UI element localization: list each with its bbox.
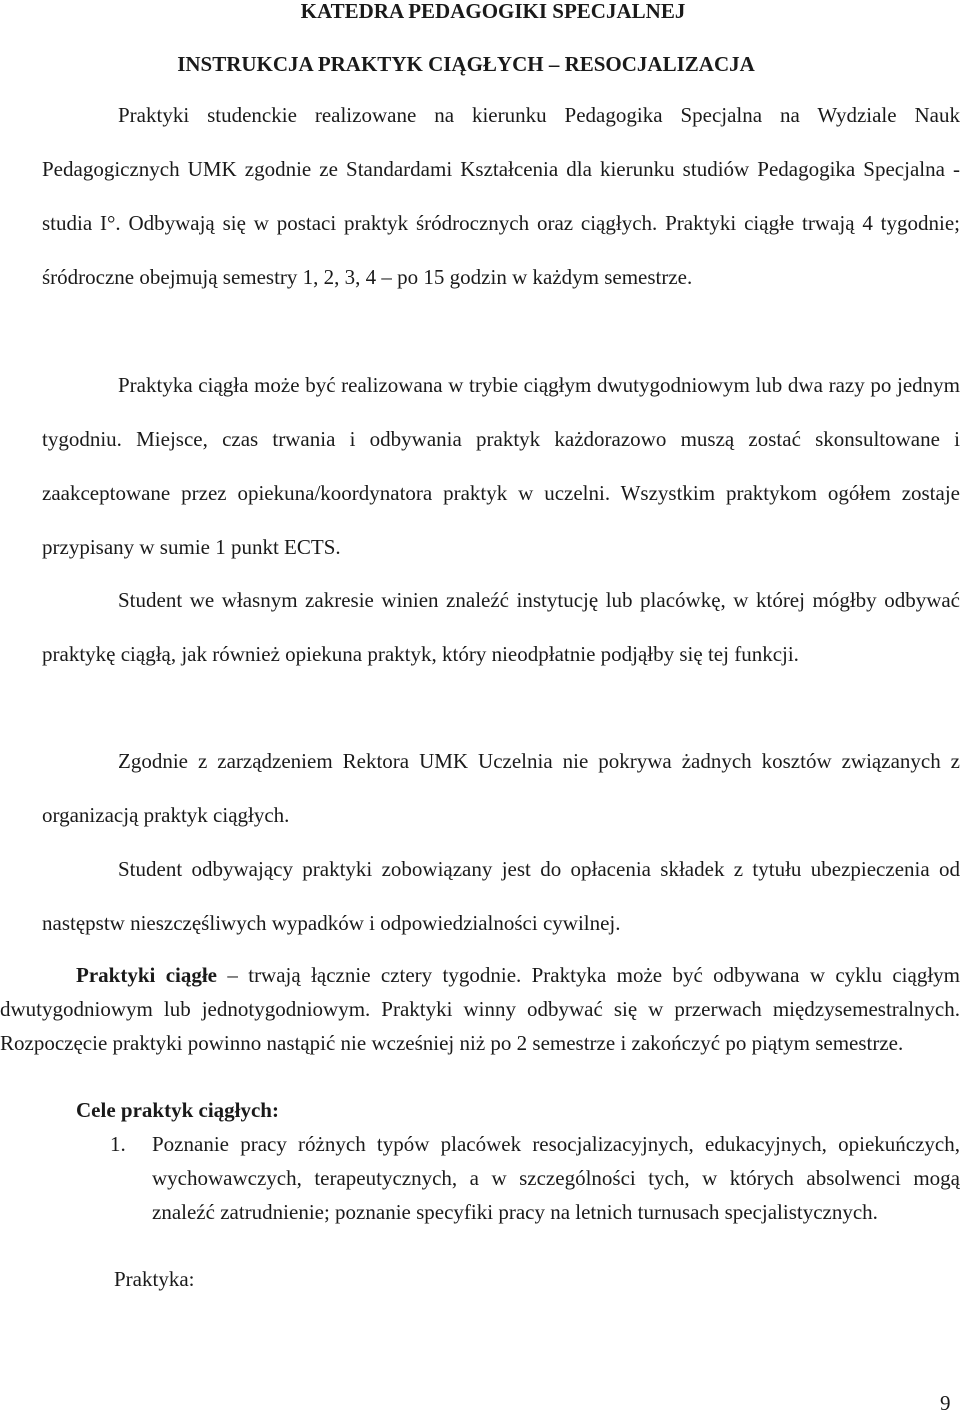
continuous-practice-text: – trwają łącznie cztery tygodnie. Praktyka może być odbywana w cyklu ciągłym dwutygodniowym lub jednotygodniowym. Praktyki winny odbywać się w przerwach międzysemestralnych. Rozpoczęcie praktyki powinno nastąpić nie wcześniej niż po 2 semestrze i zakończyć po piątym semestrze. — [0, 963, 960, 1055]
practice-label: Praktyka: — [114, 1267, 195, 1291]
goals-heading: Cele praktyk ciągłych: — [76, 1098, 279, 1122]
document-title: INSTRUKCJA PRAKTYK CIĄGŁYCH – RESOCJALIZACJA — [177, 52, 755, 76]
insurance-paragraph: Student odbywający praktyki zobowiązany jest do opłacenia składek z tytułu ubezpieczenia od następstw nieszczęśliwych wypadków i odpowiedzialności cywilnej. — [42, 857, 960, 935]
continuous-practice-paragraph — [0, 958, 960, 1060]
institution-paragraph: Student we własnym zakresie winien znaleźć instytucję lub placówkę, w której mógłby odbywać praktykę ciągłą, jak również opiekuna praktyk, który nieodpłatnie podjąłby się tej funkcji. — [42, 588, 960, 666]
list-item-text: Poznanie pracy różnych typów placówek resocjalizacyjnych, edukacyjnych, opiekuńczych, wychowawczych, terapeutycznych, a w szczególności tych, w których absolwenci mogą znaleźć zatrudnienie; poznanie specyfiki pracy na letnich turnusach specjalistycznych. — [152, 1132, 960, 1224]
intro-paragraph: Praktyki studenckie realizowane na kierunku Pedagogika Specjalna na Wydziale Nauk Pedagogicznych UMK zgodnie ze Standardami Kształcenia dla kierunku studiów Pedagogika Specjalna - studia I°. Odbywają się w postaci praktyk śródrocznych oraz ciągłych. Praktyki ciągłe trwają 4 tygodnie; śródroczne obejmują semestry 1, 2, 3, 4 – po 15 godzin w każdym semestrze. — [42, 103, 960, 289]
continuous-practice-term: Praktyki ciągłe — [76, 963, 218, 987]
list-item — [110, 1127, 960, 1229]
practice-mode-paragraph: Praktyka ciągła może być realizowana w trybie ciągłym dwutygodniowym lub dwa razy po jednym tygodniu. Miejsce, czas trwania i odbywania praktyk każdorazowo muszą zostać skonsultowane i zaakceptowane przez opiekuna/koordynatora praktyk w uczelni. Wszystkim praktykom ogółem zostaje przypisany w sumie 1 punkt ECTS. — [42, 373, 960, 559]
costs-paragraph: Zgodnie z zarządzeniem Rektora UMK Uczelnia nie pokrywa żadnych kosztów związanych z organizacją praktyk ciągłych. — [42, 749, 960, 827]
page-number: 9 — [940, 1391, 951, 1415]
department-title: KATEDRA PEDAGOGIKI SPECJALNEJ — [300, 0, 686, 23]
list-item-number: 1. — [110, 1132, 126, 1156]
goals-list — [110, 1127, 960, 1229]
